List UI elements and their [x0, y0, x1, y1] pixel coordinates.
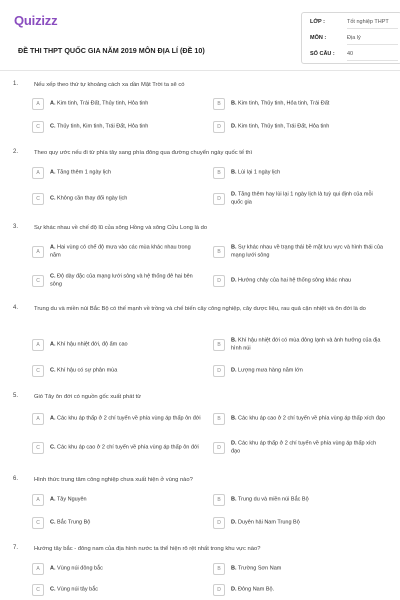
- option-key: A.: [50, 169, 56, 176]
- question-text: Hình thức trung tâm công nghiệp chưa xuất hiện ở vùng nào?: [34, 477, 193, 483]
- option-b[interactable]: [213, 240, 388, 264]
- option-text: Các khu áp cao ở 2 chí tuyến về phía vùng áp thấp xích đạo: [238, 415, 386, 422]
- option-key: C.: [50, 586, 56, 593]
- option-letter-box: C: [32, 442, 44, 454]
- question-number: 5.: [13, 393, 19, 399]
- question-text: Trung du và miền núi Bắc Bộ có thế mạnh về trồng và chế biến cây công nghiệp, cây dược liệu, rau quả cận nhiệt và ôn đới là do: [34, 306, 366, 312]
- info-value: Địa lý: [347, 35, 361, 41]
- question-text: Sự khác nhau về chế độ lũ của sông Hồng và sông Cửu Long là do: [34, 225, 208, 231]
- option-text: Vùng núi tây bắc: [57, 586, 99, 593]
- option-key: C.: [50, 273, 56, 280]
- option-key: D.: [231, 277, 237, 284]
- info-row-count: [310, 47, 398, 61]
- option-letter-box: D: [213, 584, 225, 596]
- option-letter-box: A: [32, 339, 44, 351]
- option-letter-box: D: [213, 442, 225, 454]
- option-text: Không cần thay đổi ngày lịch: [57, 195, 128, 202]
- option-key: C.: [50, 519, 56, 526]
- option-key: A.: [50, 415, 56, 422]
- option-letter-box: C: [32, 193, 44, 205]
- option-d[interactable]: [213, 117, 388, 137]
- option-c[interactable]: [32, 361, 204, 381]
- option-text: Trường Sơn Nam: [237, 565, 282, 572]
- info-label: SỐ CÂU :: [310, 51, 335, 57]
- option-letter-box: D: [213, 517, 225, 529]
- question-text: Gió Tây ôn đới có nguồn gốc xuất phát từ: [34, 394, 142, 400]
- question-number: 6.: [13, 476, 19, 482]
- option-letter-box: B: [213, 246, 225, 258]
- option-letter-box: C: [32, 584, 44, 596]
- option-d[interactable]: [213, 513, 388, 533]
- option-letter-box: D: [213, 193, 225, 205]
- question-text: Nếu xếp theo thứ tự khoảng cách xa dần Mặt Trời ta sẽ có: [34, 82, 185, 88]
- option-text: Tăng thêm hay lùi lại 1 ngày lịch là tuỳ qui định của mỗi quốc gia: [231, 191, 373, 205]
- option-letter-box: B: [213, 413, 225, 425]
- option-letter-box: A: [32, 167, 44, 179]
- option-text: Thủy tinh, Kim tinh, Trái Đất, Hỏa tinh: [56, 123, 149, 130]
- option-text: Tăng thêm 1 ngày lịch: [56, 169, 112, 176]
- option-text: Khí hậu nhiệt đới có mùa đông lạnh và ảnh hưởng của địa hình núi: [231, 337, 381, 351]
- option-key: C.: [50, 123, 56, 130]
- option-c[interactable]: [32, 580, 204, 600]
- option-key: B.: [231, 337, 237, 344]
- option-d[interactable]: [213, 187, 388, 211]
- option-d[interactable]: [213, 436, 388, 460]
- option-key: D.: [231, 586, 237, 593]
- info-label: MÔN :: [310, 35, 327, 41]
- option-letter-box: C: [32, 121, 44, 133]
- option-text: Kim tinh, Trái Đất, Thủy tinh, Hỏa tinh: [57, 100, 149, 107]
- option-text: Kim tinh, Thủy tinh, Trái Đất, Hỏa tinh: [238, 123, 330, 130]
- option-letter-box: A: [32, 246, 44, 258]
- option-b[interactable]: [213, 559, 388, 579]
- option-a[interactable]: [32, 240, 204, 264]
- question-number: 7.: [13, 545, 19, 551]
- info-row-subject: [310, 31, 398, 45]
- info-value: Tốt nghiệp THPT: [347, 19, 389, 25]
- option-letter-box: A: [32, 494, 44, 506]
- info-label: LỚP :: [310, 19, 325, 25]
- question-number: 2.: [13, 149, 19, 155]
- question-number: 1.: [13, 81, 19, 87]
- option-text: Hai vùng có chế độ mưa vào các mùa khác nhau trong năm: [50, 244, 191, 258]
- option-c[interactable]: [32, 269, 204, 293]
- header-divider: [0, 70, 400, 71]
- info-box: [301, 12, 400, 64]
- option-letter-box: C: [32, 365, 44, 377]
- option-text: Kim tinh, Thủy tinh, Hỏa tinh, Trái Đất: [238, 100, 330, 107]
- option-letter-box: C: [32, 275, 44, 287]
- option-key: A.: [50, 496, 56, 503]
- option-key: B.: [231, 244, 237, 251]
- option-d[interactable]: [213, 580, 388, 600]
- question-text: Theo quy ước nếu đi từ phía tây sang phía đông qua đường chuyển ngày quốc tế thì: [34, 150, 253, 156]
- option-b[interactable]: [213, 333, 388, 357]
- option-key: C.: [50, 444, 56, 451]
- option-a[interactable]: [32, 94, 204, 114]
- option-key: B.: [231, 565, 237, 572]
- option-key: C.: [50, 195, 56, 202]
- option-text: Độ dày đặc của mạng lưới sông và hệ thống đê hai bên sông: [50, 273, 193, 287]
- option-b[interactable]: [213, 94, 388, 114]
- option-text: Bắc Trung Bộ: [57, 519, 91, 526]
- option-text: Hướng chảy của hai hệ thống sông khác nhau: [238, 277, 352, 284]
- option-text: Khí hậu có sự phân mùa: [57, 367, 118, 374]
- option-key: D.: [231, 123, 237, 130]
- option-key: B.: [231, 169, 237, 176]
- question-number: 3.: [13, 224, 19, 230]
- exam-title: ĐỀ THI THPT QUỐC GIA NĂM 2019 MÔN ĐỊA LÍ (ĐỀ 10): [18, 46, 205, 55]
- option-text: Lùi lại 1 ngày lịch: [238, 169, 281, 176]
- option-text: Vùng núi đông bắc: [57, 565, 103, 572]
- option-d[interactable]: [213, 269, 388, 293]
- header: [12, 12, 390, 64]
- option-c[interactable]: [32, 117, 204, 137]
- info-row-class: [310, 15, 398, 29]
- option-key: A.: [50, 100, 56, 107]
- option-text: Các khu áp cao ở 2 chí tuyến về phía vùng áp thấp ôn đới: [57, 444, 199, 451]
- option-text: Các khu áp thấp ở 2 chí tuyến về phía vùng áp thấp xích đạo: [231, 440, 377, 454]
- option-letter-box: A: [32, 98, 44, 110]
- option-key: B.: [231, 415, 237, 422]
- option-letter-box: B: [213, 167, 225, 179]
- option-letter-box: B: [213, 98, 225, 110]
- option-c[interactable]: [32, 187, 204, 211]
- option-d[interactable]: [213, 361, 388, 381]
- info-value: 40: [347, 51, 354, 57]
- option-text: Sự khác nhau về trạng thái bề mặt lưu vực và hình thái của mạng lưới sông: [231, 244, 383, 258]
- option-key: D.: [231, 440, 237, 447]
- option-text: Trung du và miền núi Bắc Bộ: [237, 496, 309, 503]
- option-key: B.: [231, 496, 237, 503]
- option-key: A.: [50, 341, 56, 348]
- option-letter-box: D: [213, 275, 225, 287]
- option-letter-box: C: [32, 517, 44, 529]
- option-letter-box: B: [213, 563, 225, 575]
- option-a[interactable]: [32, 163, 204, 183]
- option-c[interactable]: [32, 513, 204, 533]
- option-a[interactable]: [32, 407, 204, 431]
- option-a[interactable]: [32, 490, 204, 510]
- option-letter-box: B: [213, 339, 225, 351]
- option-c[interactable]: [32, 436, 204, 460]
- quizizz-logo: Quizizz: [14, 13, 58, 28]
- question-text: Hướng tây bắc - đông nam của địa hình nước ta thể hiện rõ rệt nhất trong khu vực nào?: [34, 546, 261, 552]
- option-key: D.: [231, 367, 237, 374]
- option-text: Đông Nam Bộ.: [238, 586, 275, 593]
- question-number: 4.: [13, 305, 19, 311]
- option-key: A.: [50, 244, 56, 251]
- option-key: C.: [50, 367, 56, 374]
- option-a[interactable]: [32, 333, 204, 357]
- option-b[interactable]: [213, 407, 388, 431]
- option-letter-box: B: [213, 494, 225, 506]
- option-key: A.: [50, 565, 56, 572]
- option-key: D.: [231, 519, 237, 526]
- option-text: Khí hậu nhiệt đới, độ ẩm cao: [57, 341, 128, 348]
- option-text: Các khu áp thấp ở 2 chí tuyến về phía vùng áp thấp ôn đới: [57, 415, 201, 422]
- option-b[interactable]: [213, 490, 388, 510]
- option-letter-box: D: [213, 121, 225, 133]
- option-b[interactable]: [213, 163, 388, 183]
- option-text: Tây Nguyên: [56, 496, 87, 503]
- option-letter-box: A: [32, 563, 44, 575]
- option-text: Lượng mưa hàng năm lớn: [238, 367, 303, 374]
- option-letter-box: A: [32, 413, 44, 425]
- option-key: B.: [231, 100, 237, 107]
- option-a[interactable]: [32, 559, 204, 579]
- option-key: D.: [231, 191, 237, 198]
- option-text: Duyên hải Nam Trung Bộ: [238, 519, 300, 526]
- option-letter-box: D: [213, 365, 225, 377]
